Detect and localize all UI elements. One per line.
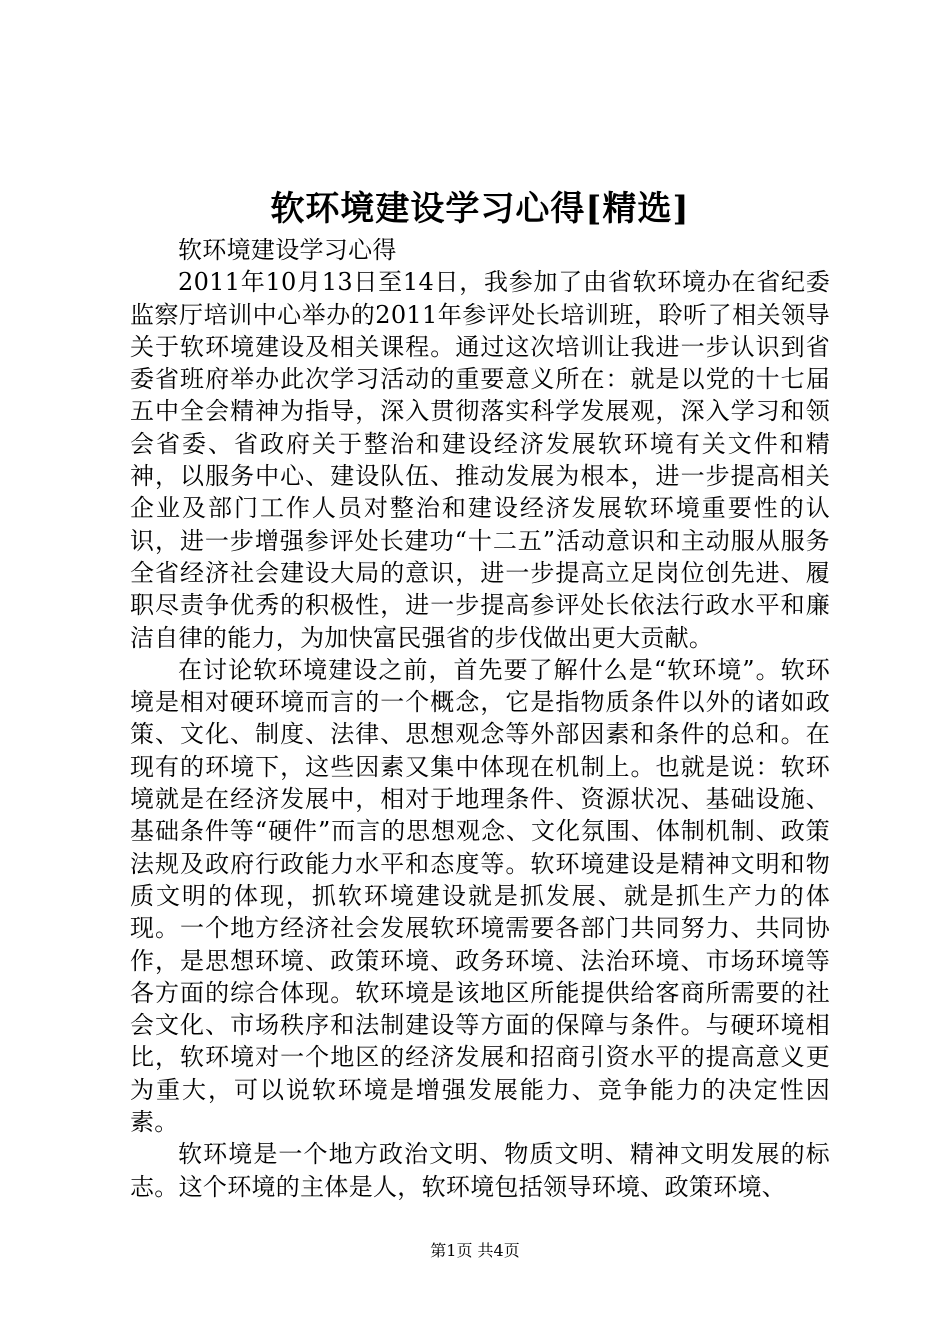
document-title: 软环境建设学习心得[精选] — [270, 189, 690, 229]
paragraph-subtitle: 软环境建设学习心得 — [178, 236, 397, 264]
paragraph: 在讨论软环境建设之前，首先要了解什么是“软环境”。软环境是相对硬环境而言的一个概念，它是指物质条件以外的诸如政策、文化、制度、法律、思想观念等外部因素和条件的总和。在现有的环境下，这些因素又集中体现在机制上。也就是说：软环境就是在经济发展中，相对于地理条件、资源状况、基础设施、基础条件等“硬件”而言的思想观念、文化氛围、体制机制、政策法规及政府行政能力水平和态度等。软环境建设是精神文明和物质文明的体现，抓软环境建设就是抓发展、就是抓生产力的体现。一个地方经济社会发展软环境需要各部门共同努力、共同协作，是思想环境、政策环境、政务环境、法治环境、市场环境等各方面的综合体现。软环境是该地区所能提供给客商所需要的社会文化、市场秩序和法制建设等方面的保障与条件。与硬环境相比，软环境对一个地区的经济发展和招商引资水平的提高意义更为重大，可以说软环境是增强发展能力、竞争能力的决定性因素。 — [130, 655, 830, 1137]
paragraph: 2011年10月13日至14日，我参加了由省软环境办在省纪委监察厅培训中心举办的2011年参评处长培训班，聆听了相关领导关于软环境建设及相关课程。通过这次培训让我进一步认识到省委省班府举办此次学习活动的重要意义所在：就是以党的十七届五中全会精神为指导，深入贯彻落实科学发展观，深入学习和领会省委、省政府关于整治和建设经济发展软环境有关文件和精神，以服务中心、建设队伍、推动发展为根本，进一步提高相关企业及部门工作人员对整治和建设经济发展软环境重要性的认识，进一步增强参评处长建功“十二五”活动意识和主动服从服务全省经济社会建设大局的意识，进一步提高立足岗位创先进、履职尽责争优秀的积极性，进一步提高参评处长依法行政水平和廉洁自律的能力，为加快富民强省的步伐做出更大贡献。 — [130, 268, 830, 652]
page-number-footer: 第1页 共4页 — [430, 1241, 520, 1260]
paragraph: 软环境是一个地方政治文明、物质文明、精神文明发展的标志。这个环境的主体是人，软环境包括领导环境、政策环境、 — [130, 1140, 830, 1201]
document-body — [130, 234, 830, 1203]
